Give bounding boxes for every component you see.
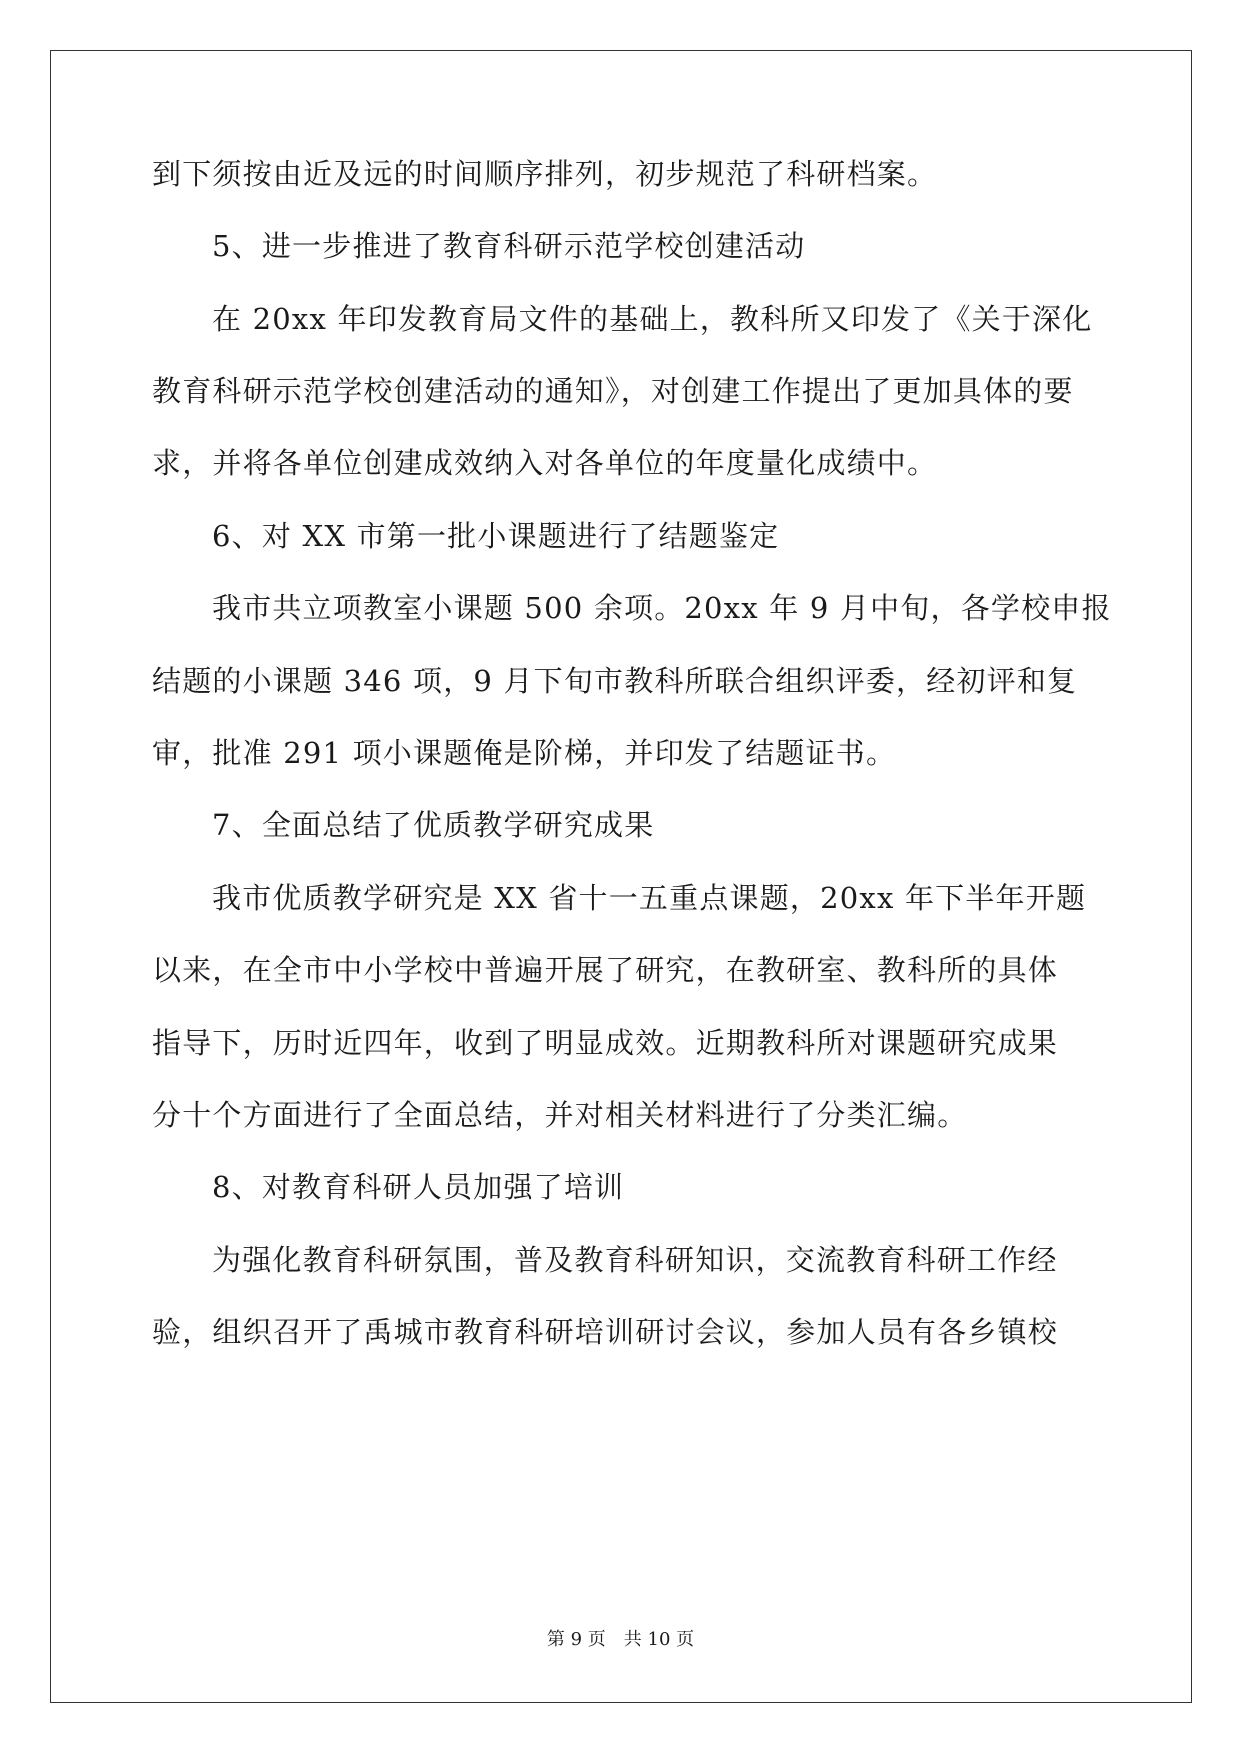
- paragraph-line: 我市优质教学研究是 XX 省十一五重点课题，20xx 年下半年开题: [212, 881, 1087, 915]
- section-heading-6: 6、对 XX 市第一批小课题进行了结题鉴定: [212, 519, 780, 553]
- paragraph-line: 验，组织召开了禹城市教育科研培训研讨会议，参加人员有各乡镇校: [152, 1315, 1059, 1349]
- section-heading-5: 5、进一步推进了教育科研示范学校创建活动: [212, 229, 806, 263]
- paragraph-line: 为强化教育科研氛围，普及教育科研知识，交流教育科研工作经: [212, 1243, 1058, 1277]
- page-number: 第 9 页: [546, 1629, 606, 1650]
- section-heading-7: 7、全面总结了优质教学研究成果: [212, 808, 655, 842]
- paragraph-line: 以来，在全市中小学校中普遍开展了研究，在教研室、教科所的具体: [152, 953, 1059, 987]
- paragraph-line: 审，批准 291 项小课题俺是阶梯，并印发了结题证书。: [152, 736, 897, 770]
- paragraph-line: 我市共立项教室小课题 500 余项。20xx 年 9 月中旬，各学校申报: [212, 591, 1112, 625]
- paragraph-line: 教育科研示范学校创建活动的通知》，对创建工作提出了更加具体的要: [152, 374, 1074, 408]
- paragraph-line: 在 20xx 年印发教育局文件的基础上，教科所又印发了《关于深化: [212, 302, 1093, 336]
- page-total: 共 10 页: [623, 1629, 695, 1650]
- paragraph-line: 求，并将各单位创建成效纳入对各单位的年度量化成绩中。: [152, 446, 938, 480]
- paragraph-line: 指导下，历时近四年，收到了明显成效。近期教科所对课题研究成果: [152, 1026, 1059, 1060]
- paragraph-line: 结题的小课题 346 项，9 月下旬市教科所联合组织评委，经初评和复: [152, 664, 1078, 698]
- page-border: [50, 50, 1192, 1703]
- paragraph-line: 分十个方面进行了全面总结，并对相关材料进行了分类汇编。: [152, 1098, 968, 1132]
- section-heading-8: 8、对教育科研人员加强了培训: [212, 1170, 625, 1204]
- paragraph-line: 到下须按由近及远的时间顺序排列，初步规范了科研档案。: [152, 157, 938, 191]
- page-footer: [0, 1628, 1241, 1652]
